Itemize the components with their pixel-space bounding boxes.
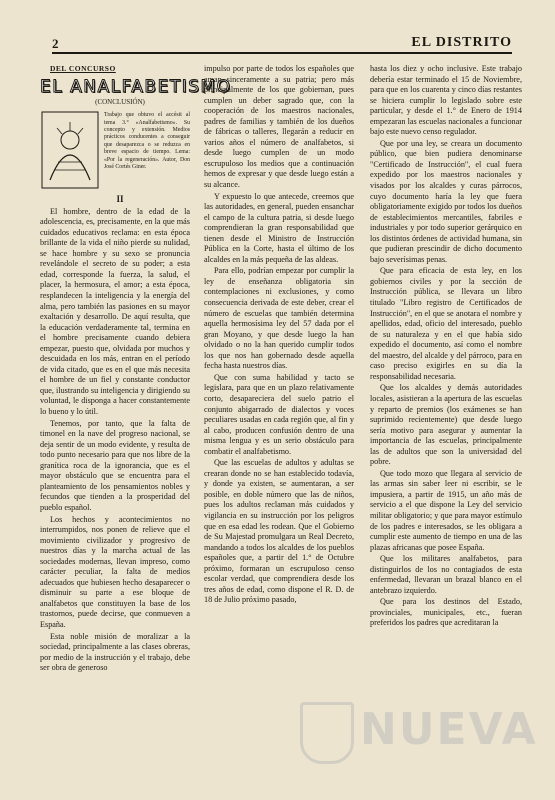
epigraph-block xyxy=(40,110,190,194)
article-title: EL ANALFABETISMO xyxy=(40,76,232,97)
section-kicker: DEL CONCURSO xyxy=(50,64,116,73)
paragraph: Esta noble misión de moralizar a la sociedad, principalmente a las clases obreras, por medio de la instrucción y el trabajo, debe ser obra de generoso xyxy=(40,631,190,673)
section-number: II xyxy=(116,194,124,205)
page-number: 2 xyxy=(52,36,59,51)
paragraph: Para ello, podrían empezar por cumplir la ley de enseñanza obligatoria sin contemplaciones ni exclusiones, y como consecuencia derivada de este deber, crear el número de escuelas que también determina aquella hermosísima ley del 57 dada por el gran Moyano, y que desde luego la han olvidado o no la han querido cumplir todos los que nos han gobernado desde aquella fecha hasta nuestros días. xyxy=(204,266,354,371)
paragraph: Que las escuelas de adultos y adultas se crearan donde no se han establecido todavía, y donde ya existen, se aumentaran, a ser posible, en doble número que las de niños, pues los adultos reclaman más cuidados y vigilancia en su instrucción por los peligros que en esa edad les rodean. Que el Gobierno de Su Majestad promulgara un Real Decreto, mandando a todos los alcaldes de los pueblos españoles que, a partir del 1.° de Octubre próximo, formaran un escrupuloso censo escolar verdad, que comprendiera desde los tres años de edad, como dispone el R. D. de 18 de Julio próximo pasado, xyxy=(204,458,354,605)
paragraph: hasta los diez y ocho inclusive. Este trabajo debería estar terminado el 15 de Noviembre, para que en los cuarenta y cinco días restantes se hiciera cumplir lo legislado sobre este particular, y desde el 1.° de Enero de 1914 empezaran las escuelas nacionales a funcionar bajo este nuevo censo regulador. xyxy=(370,64,522,137)
paragraph: Que los alcaldes y demás autoridades locales, asistieran a la apertura de las escuelas y reparto de premios (los exámenes se han suprimido recientemente) que desde luego sería motivo para asegurar y aumentar la importancia de las escuelas, principalmente las de adultos que son la universidad del pobre. xyxy=(370,383,522,467)
page-header xyxy=(52,36,512,54)
library-watermark xyxy=(300,700,540,760)
article-subtitle: (CONCLUSIÓN) xyxy=(95,97,145,106)
paragraph: Que por una ley, se creara un documento público, que bien pudiera denominarse "Certificado de Instrucción", el cual fuera expedido por los maestros nacionales y visados por los alcaldes y curas párrocos, cuyo documento haría la ley que fuera obligatoriamente exigido por todos los dueños de establecimientos mercantiles, fabriles e industriales y por todo superior gerárquico en los distintos órdenes de actividad humana, sin que pudieran prescindir de dicho documento bajo severísimas penas. xyxy=(370,138,522,264)
shield-icon xyxy=(300,702,354,764)
paragraph: Los hechos y acontecimientos no interrumpidos, nos ponen de relieve que el movimiento civilizador y progresivo de nuestros días y la marcha actual de las sociedades modernas, llevan impreso, como carácter peculiar, la falta de medios adecuados que hubiesen hecho desaparecer o disminuir su parte a ese bloque de analfabetos que constituyen la base de los trastornos, puede decirse, que conmueven a España. xyxy=(40,514,190,629)
paragraph: El hombre, dentro de la edad de la adolescencia, es, precisamente, en la que más cuidados educativos reclama: en esta época brillante de la vida el niño pierde su nulidad, se hace hombre y su sexo se pronuncia revelándole el secreto de su poder; a esta edad, corresponde la fuerza, la salud, el placer, la hermosura, el amor; a esta época, resplandecen la inteligencia y la energía del alma, pero también las pasiones en su mayor exaltación y desarrollo. De aquí resulta, que la educación verdaderamente tal, termina en el hombre precisamente cuando debiera empezar, puesto que, olvidada por muchos y descuidada en los más, entran en el período de vida citado, que es en el que más necesita el hombre de un fiel y constante conductor que, ilustrando su inteligencia y dirigiendo su voluntad, le disponga a hacer constantemente lo bueno y lo útil. xyxy=(40,206,190,417)
masthead: EL DISTRITO xyxy=(411,35,512,50)
ornament-illustration xyxy=(40,110,100,190)
paragraph: Que todo mozo que llegara al servicio de las armas sin saber leer ni escribir, se le impusiera, a partir de 1915, un año más de servicio a el que dispone la Ley del servicio militar obligatorio; y que para mayor estímulo de los padres e interesados, se les obligara a cumplir este aumento de tiempo en una de las plazas africanas que posee España. xyxy=(370,468,522,552)
paragraph: Tenemos, por tanto, que la falta de timonel en la nave del progreso nacional, se deja sentir de un modo evidente, y resulta de todo punto necesario para que nos libre de la granítica roca de la ignorancia, que es el mayor obstáculo que se encuentra para el planteamiento de los pensamientos nobles y fecundos que tienden a la prosperidad del pueblo español. xyxy=(40,418,190,512)
paragraph: Que con suma habilidad y tacto se legislara, para que en un plazo relativamente corto, desapareciera del suelo patrio el conjunto abigarrado de dialectos y voces peculiares usadas en cada región que, al fin y al cabo, producen confusión dentro de una misma lengua y es un serio obstáculo para combatir el analfabetismo. xyxy=(204,372,354,456)
paragraph: Y expuesto lo que antecede, creemos que las autoridades, en general, pueden ensanchar el campo de la cultura patria, si desde luego comprendieran la gran responsabilidad que tienen desde el Ministro de Instrucción Pública en la Corte, hasta el último de los alcaldes en la más pequeña de las aldeas. xyxy=(204,191,354,264)
paragraph: impulso por parte de todos los españoles que aman sinceramente a su patria; pero más principalmente de los que gobiernan, pues cumplen un deber sagrado que, con la cooperación de los maestros nacionales, padres de familias y también de los dueños de fábricas o talleres, llegarán a reducir en varios años el número de analfabetos, si desde luego cumplen de un modo escrupuloso los medios que a continuación hemos de expresar y que desde luego están a su alcance. xyxy=(204,64,354,190)
epigraph-text: Trabajo que obtuvo el accésit al tema 3.° «Analfabetismo». Su concepto y extensión. Medios prácticos conducentes a conseguir que desaparezca o se reduzca en breve espacio de tiempo. Lema: «Por la regeneración». Autor, Don José Cortés Giner. xyxy=(104,112,190,170)
column-2 xyxy=(204,64,354,779)
paragraph: Que para los destinos del Estado, provinciales, municipales, etc., fueran preferidos los padres que acreditaran la xyxy=(370,597,522,628)
paragraph: Que para eficacia de esta ley, en los gobiernos civiles y por la sección de Instrucción pública, se llevara un libro titulado "Libro registro de Certificados de Instrucción", en el que se anotara el nombre y apellidos, edad, oficio del interesado, pueblo de su naturaleza y en el que había sido expedido el documento, así como el nombre del maestro, del alcalde y del párroco, para en caso preciso exigirles en su día la responsabilidad necesaria. xyxy=(370,266,522,381)
watermark-text: NUEVA xyxy=(360,704,538,755)
column-3 xyxy=(370,64,522,779)
paragraph: Que los militares analfabetos, para distinguirlos de los no contagiados de esta enfermedad, llevaran un brazal blanco en el antebrazo izquierdo. xyxy=(370,554,522,595)
column-1 xyxy=(40,64,232,779)
